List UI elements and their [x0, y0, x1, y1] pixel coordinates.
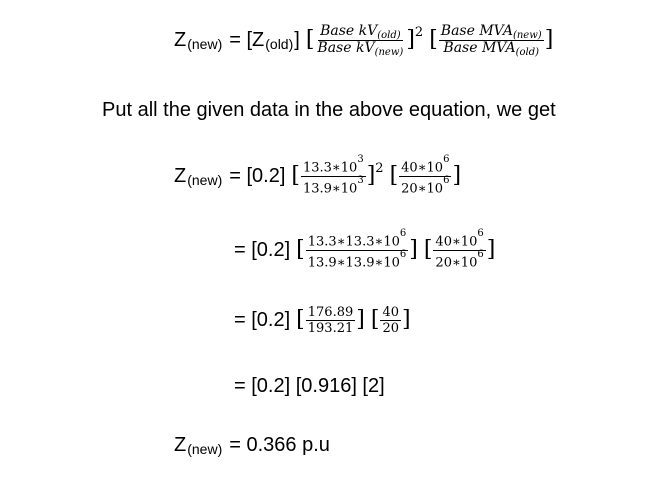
instruction-text: Put all the given data in the above equation, we get [102, 98, 556, 121]
fraction-numerator: $13.3∗10^3$ [302, 154, 364, 176]
kv-squared-fraction [306, 230, 408, 270]
fraction-denominator: $13.9∗10^3$ [302, 174, 364, 196]
fraction-denominator: Base $MVA_{(old)}$ [443, 39, 540, 58]
bracket-close: ] [401, 307, 411, 332]
fraction-denominator: $20∗10^6$ [435, 248, 484, 270]
z-symbol: Z [174, 433, 187, 456]
z-old-subscript: (old) [265, 36, 294, 52]
z-subscript: (new) [187, 441, 223, 457]
bracket-open: [ [296, 307, 305, 332]
fraction-numerator: Base $kV_{(old)}$ [320, 22, 401, 41]
bracket-open: [ [389, 163, 399, 188]
bracket-open: [ [423, 237, 433, 262]
equation-substituted [174, 154, 461, 198]
fraction-denominator: $13.9∗13.9∗10^6$ [307, 248, 407, 270]
bracket-close: ] [406, 27, 415, 52]
equation-simplified [234, 298, 411, 342]
fraction-denominator: Base $kV_{(new)}$ [317, 39, 404, 58]
z-symbol: Z [174, 164, 187, 187]
bracket-close: ] [544, 27, 554, 52]
bracket-close: ] [356, 307, 365, 332]
equals-z-old: = [Z [229, 28, 265, 51]
bracket-close: ] [486, 237, 496, 262]
equation-result [174, 430, 330, 460]
bracket-open: [ [305, 27, 315, 52]
z-subscript: (new) [187, 36, 223, 52]
fraction-denominator: $20∗10^6$ [401, 174, 450, 196]
bracket-close: ] [294, 28, 300, 51]
bracket-open: [ [429, 27, 438, 52]
fraction-numerator: 176.89 [307, 304, 354, 320]
equation-general-formula [174, 18, 553, 62]
fraction-numerator: $40∗10^6$ [435, 228, 484, 250]
mva-ratio-fraction [439, 24, 544, 57]
fraction-numerator: $13.3∗13.3∗10^6$ [307, 228, 407, 250]
equals-impedance: = [0.2] [229, 164, 286, 187]
equals-impedance: = [0.2] [234, 238, 291, 261]
exponent: 2 [375, 160, 384, 176]
mva-value-fraction [433, 230, 485, 270]
equation-expanded [234, 228, 495, 272]
fraction-numerator: 40 [382, 304, 399, 320]
fraction-numerator: Base $MVA_{(new)}$ [440, 22, 542, 41]
bracket-close: ] [366, 163, 376, 188]
result-value: = 0.366 p.u [229, 433, 330, 456]
equals-impedance: = [0.2] [234, 308, 291, 331]
numeric-mva-fraction [380, 305, 401, 336]
kv-value-fraction [301, 156, 366, 196]
bracket-open: [ [370, 307, 380, 332]
fraction-numerator: $40∗10^6$ [401, 154, 450, 176]
fraction-denominator: 193.21 [307, 320, 354, 336]
bracket-open: [ [291, 163, 300, 188]
fraction-denominator: 20 [382, 320, 399, 336]
z-subscript: (new) [187, 172, 223, 188]
mva-value-fraction [399, 156, 451, 196]
exponent: 2 [414, 24, 424, 40]
numeric-kv-fraction [306, 305, 356, 336]
bracket-open: [ [296, 237, 305, 262]
bracket-close: ] [452, 163, 462, 188]
bracket-close: ] [409, 237, 418, 262]
z-symbol: Z [174, 28, 187, 51]
kv-ratio-fraction [315, 24, 405, 57]
equation-evaluated: = [0.2] [0.916] [2] [234, 374, 385, 397]
